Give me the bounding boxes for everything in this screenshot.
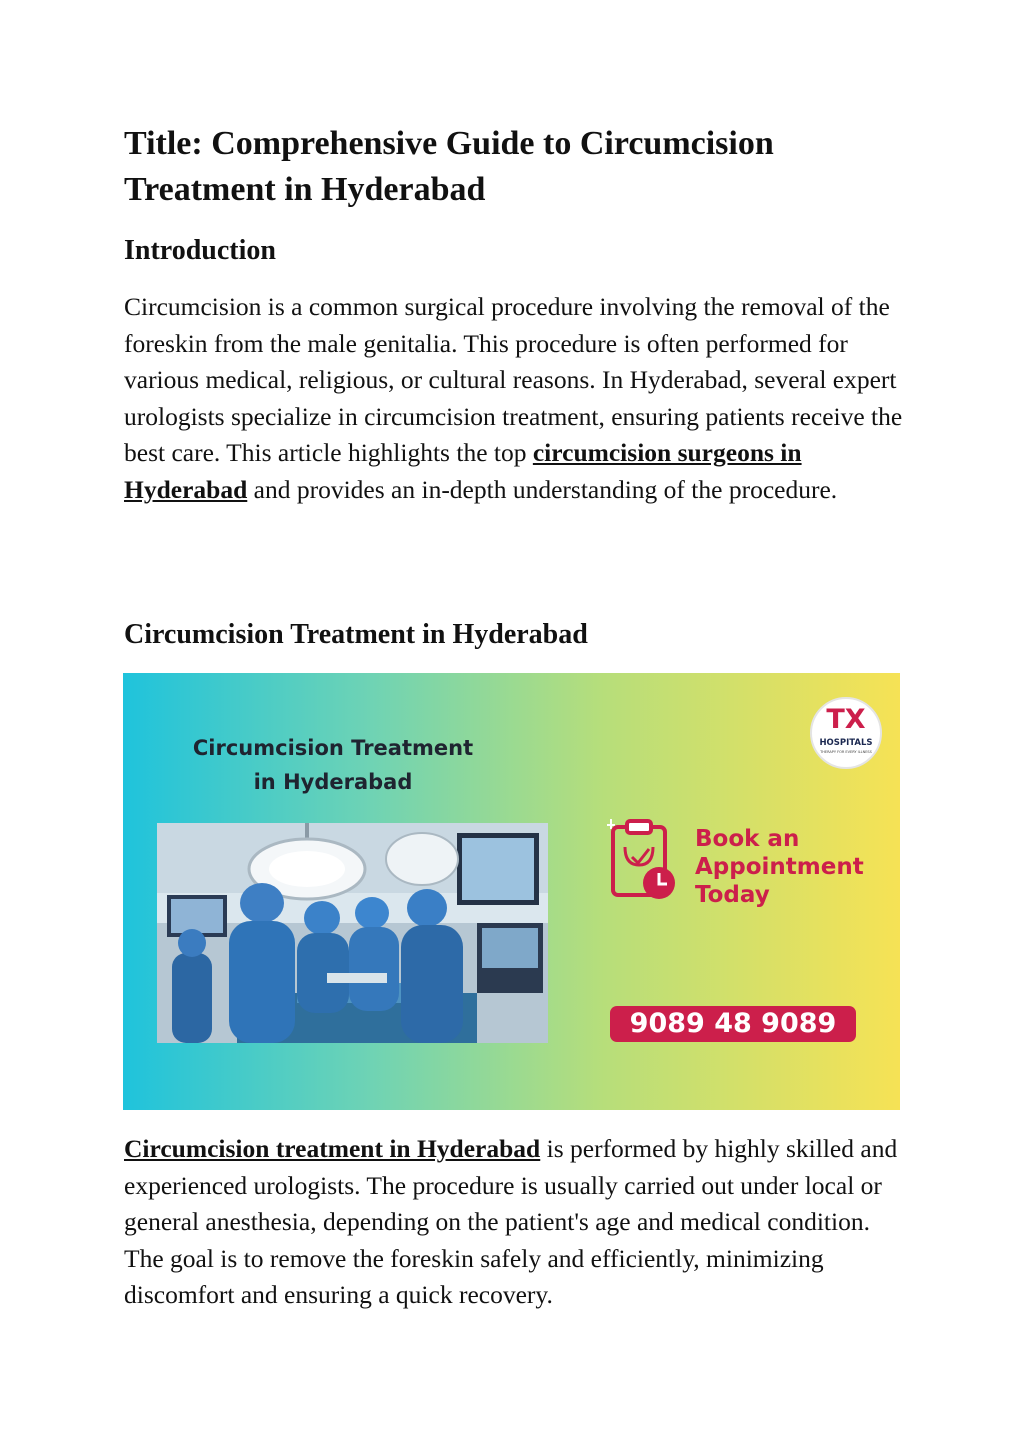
intro-paragraph [124,289,904,509]
cta-line-2: Appointment [695,854,864,880]
cta-line-3: Today [695,882,770,908]
document-title: Title: Comprehensive Guide to Circumcision Treatment in Hyderabad [124,125,774,208]
logo-name: HOSPITALS [819,738,873,748]
banner-title-line-2: in Hyderabad [253,770,413,794]
circumcision-treatment-link[interactable]: Circumcision treatment in Hyderabad [124,1134,541,1163]
intro-text-before-link: Circumcision is a common surgical procedure involving the removal of the foreskin from the male genitalia. This procedure is often performed for various medical, religious, or cultural reasons. In Hyderabad, several expert urologists specialize in circumcision treatment, ensuring patients receive the best care. This article highlights the top [124,292,903,468]
treatment-text-after-link: is performed by highly skilled and experienced urologists. The procedure is usually carried out under local or general anesthesia, depending on the patient's age and medical condition. The goal is to remove the foreskin safely and efficiently, minimizing discomfort and ensuring a quick recovery. [124,1134,898,1310]
logo-tagline: THERAPY FOR EVERY ILLNESS [820,750,872,754]
tx-hospitals-logo [810,697,882,769]
banner-title-line-1: Circumcision Treatment [192,736,474,760]
cta-line-1: Book an [695,826,800,852]
logo-mark: TX [826,704,866,735]
section-heading: Circumcision Treatment in Hyderabad [124,619,588,650]
clipboard-stethoscope-clock-icon [601,813,691,918]
operating-room-photo [157,823,548,1043]
circumcision-surgeons-link[interactable]: circumcision surgeons in Hyderabad [124,438,802,504]
treatment-paragraph [124,1131,904,1314]
intro-heading: Introduction [124,235,276,266]
banner-title [163,731,503,799]
phone-number-badge: 9089 48 9089 [610,1006,856,1042]
intro-text-after-link: and provides an in-depth understanding of the procedure. [247,474,838,504]
promo-banner [123,673,900,1110]
book-appointment-text [695,825,895,909]
